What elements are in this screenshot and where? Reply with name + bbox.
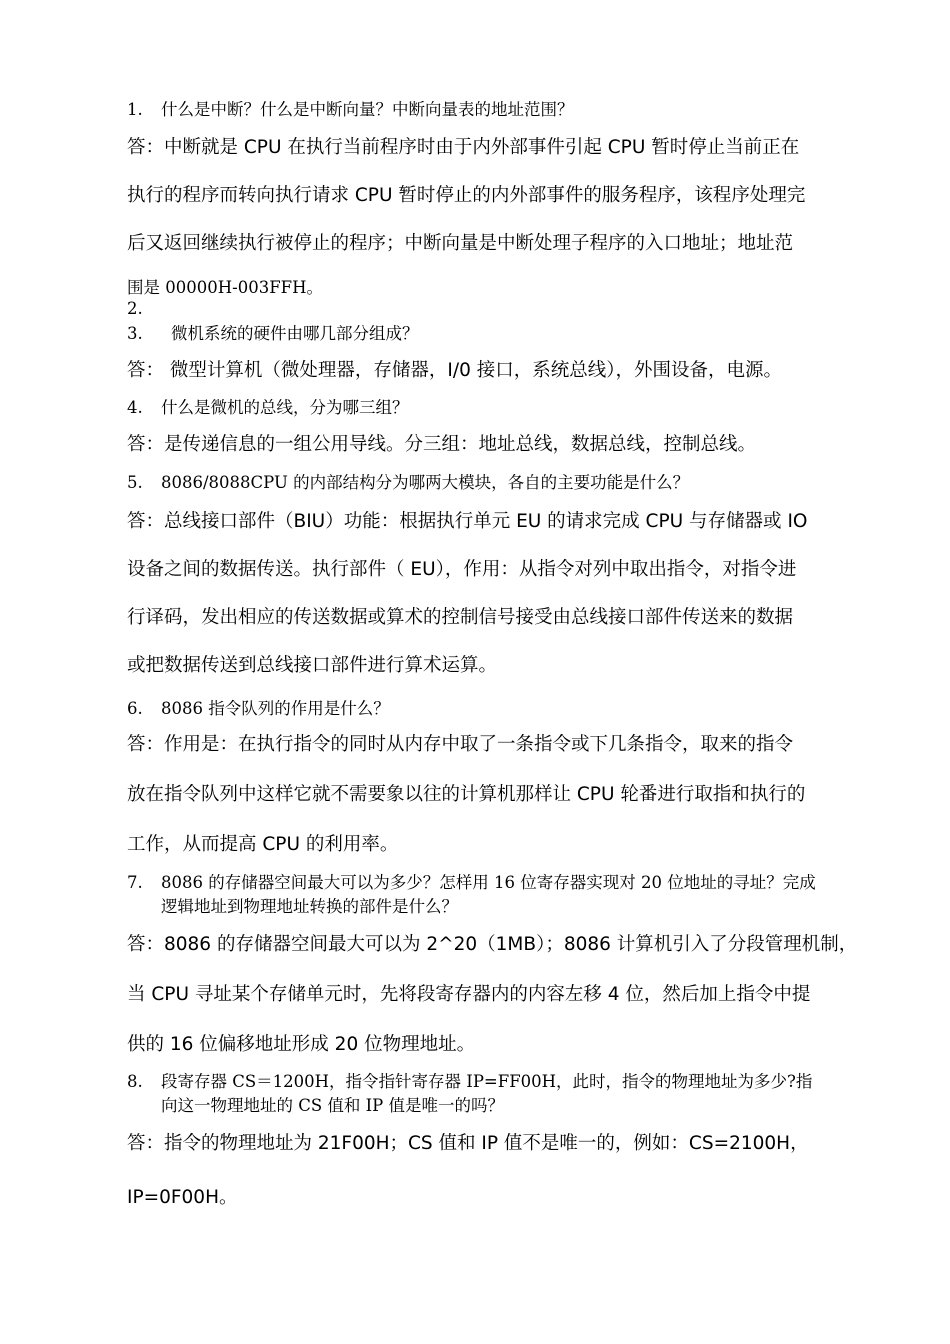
- question-number: 3.: [127, 324, 143, 343]
- question-2-number: 2.: [127, 299, 143, 318]
- question-6: [127, 697, 827, 721]
- question-8: [127, 1070, 827, 1118]
- answer-line: 答：8086 的存储器空间最大可以为 2^20（1MB）；8086 计算机引入了分段管理机制，: [127, 934, 858, 955]
- question-text: 8086/8088CPU 的内部结构分为哪两大模块，各自的主要功能是什么？: [161, 473, 690, 492]
- answer-line: 供的 16 位偏移地址形成 20 位物理地址。: [127, 1034, 476, 1055]
- answer-line: 设备之间的数据传送。执行部件（ EU），作用：从指令对列中取出指令，对指令进: [127, 559, 797, 580]
- question-text: 段寄存器 CS＝1200H，指令指针寄存器 IP=FF00H，此时，指令的物理地址为多少?指向这一物理地址的 CS 值和 IP 值是唯一的吗？: [161, 1072, 813, 1115]
- question-text: 什么是中断？什么是中断向量？中断向量表的地址范围？: [161, 100, 574, 119]
- answer-line: 答： 微型计算机（微处理器，存储器，I/0 接口，系统总线），外围设备，电源。: [127, 360, 782, 381]
- answer-line: 工作，从而提高 CPU 的利用率。: [127, 834, 399, 855]
- answer-line: 答：作用是：在执行指令的同时从内存中取了一条指令或下几条指令，取来的指令: [127, 734, 794, 755]
- question-number: 7.: [127, 873, 143, 892]
- question-3: [127, 322, 827, 346]
- answer-line: 答：指令的物理地址为 21F00H；CS 值和 IP 值不是唯一的，例如：CS=2100H，: [127, 1133, 809, 1154]
- answer-line: 放在指令队列中这样它就不需要象以往的计算机那样让 CPU 轮番进行取指和执行的: [127, 784, 806, 805]
- question-number: 1.: [127, 100, 143, 119]
- answer-1-tail: 围是 00000H-003FFH。: [127, 278, 323, 297]
- answer-line: 答：中断就是 CPU 在执行当前程序时由于内外部事件引起 CPU 暂时停止当前正在: [127, 137, 800, 158]
- question-number: 8.: [127, 1072, 143, 1091]
- question-number: 4.: [127, 398, 143, 417]
- answer-line: 答：是传递信息的一组公用导线。分三组：地址总线，数据总线，控制总线。: [127, 434, 757, 455]
- question-1: [127, 98, 827, 122]
- answer-line: 答：总线接口部件（BIU）功能：根据执行单元 EU 的请求完成 CPU 与存储器或 IO: [127, 511, 808, 532]
- answer-line: 当 CPU 寻址某个存储单元时，先将段寄存器内的内容左移 4 位，然后加上指令中提: [127, 984, 811, 1005]
- answer-line: 执行的程序而转向执行请求 CPU 暂时停止的内外部事件的服务程序，该程序处理完: [127, 185, 806, 206]
- question-text: 微机系统的硬件由哪几部分组成？: [171, 324, 419, 343]
- question-number: 6.: [127, 699, 143, 718]
- question-4: [127, 396, 827, 420]
- question-number: 5.: [127, 473, 143, 492]
- answer-line: 行译码，发出相应的传送数据或算术的控制信号接受由总线接口部件传送来的数据: [127, 607, 794, 628]
- question-5: [127, 471, 827, 495]
- answer-line: 后又返回继续执行被停止的程序；中断向量是中断处理子程序的入口地址；地址范: [127, 233, 794, 254]
- question-7: [127, 871, 827, 919]
- question-text: 什么是微机的总线，分为哪三组？: [161, 398, 409, 417]
- answer-line: 或把数据传送到总线接口部件进行算术运算。: [127, 655, 498, 676]
- question-text: 8086 指令队列的作用是什么？: [161, 699, 390, 718]
- question-text: 8086 的存储器空间最大可以为多少？怎样用 16 位寄存器实现对 20 位地址的寻址？完成逻辑地址到物理地址转换的部件是什么？: [161, 873, 816, 916]
- answer-line: IP=0F00H。: [127, 1187, 238, 1208]
